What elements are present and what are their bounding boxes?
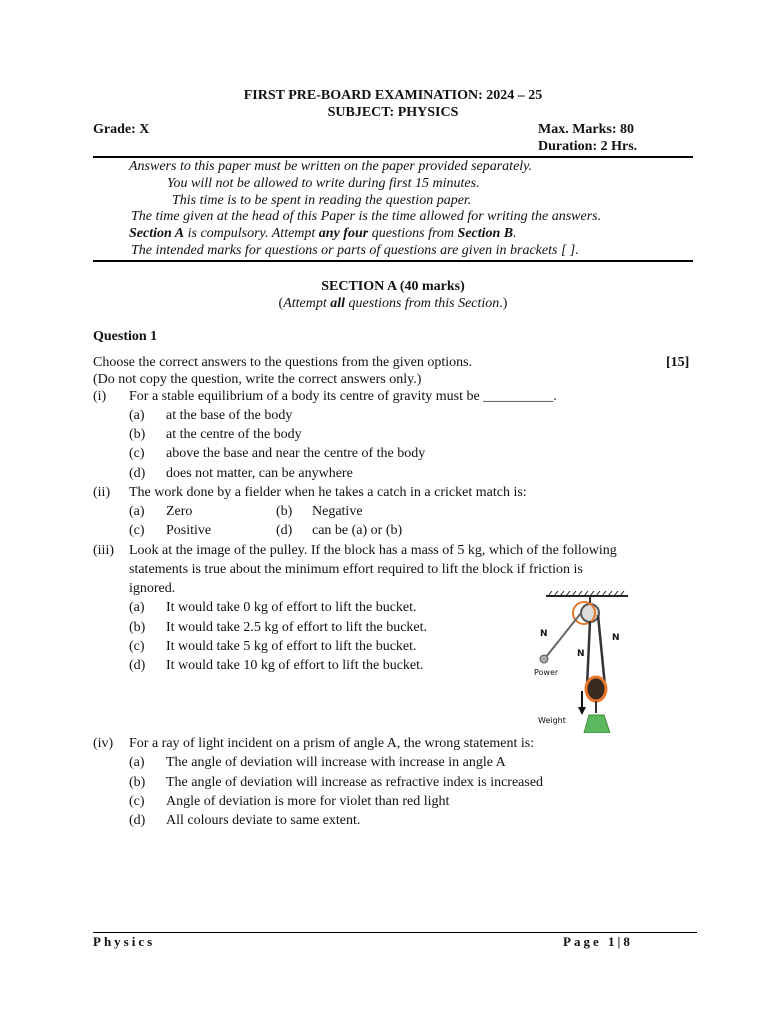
section-a-title: SECTION A (40 marks) — [321, 279, 465, 294]
option-label: (a) — [129, 755, 145, 770]
option-text: It would take 2.5 kg of effort to lift the bucket. — [166, 620, 428, 635]
option-text: It would take 5 kg of effort to lift the bucket. — [166, 639, 417, 654]
option-text: It would take 10 kg of effort to lift the bucket. — [166, 658, 424, 673]
subtitle-part: Attempt — [283, 296, 331, 311]
pulley-figure — [532, 591, 634, 733]
option-text: It would take 0 kg of effort to lift the bucket. — [166, 600, 417, 615]
option-label: (d) — [129, 658, 146, 673]
subq-text: The work done by a fielder when he takes a catch in a cricket match is: — [129, 485, 527, 500]
subq-number: (iv) — [93, 736, 114, 751]
power-label: Power — [534, 668, 559, 677]
section-a-ref: Section A — [129, 226, 185, 241]
option-text: Angle of deviation is more for violet than red light — [166, 794, 450, 809]
n-label-right: N — [612, 633, 620, 643]
section-a-subtitle — [0, 296, 768, 312]
any-four-ref: any four — [318, 226, 369, 241]
subq-text: Look at the image of the pulley. If the block has a mass of 5 kg, which of the following — [129, 543, 617, 558]
subtitle-all: all — [330, 296, 346, 311]
option-text: The angle of deviation will increase as refractive index is increased — [166, 775, 544, 790]
subq-number: (iii) — [93, 543, 114, 558]
n-label-left: N — [540, 629, 548, 639]
question-heading: Question 1 — [93, 329, 158, 344]
option-label: (d) — [129, 813, 146, 828]
top-pulley — [581, 604, 599, 622]
option-label: (d) — [129, 466, 146, 481]
option-label: (b) — [129, 620, 146, 635]
lower-pulley — [586, 677, 606, 701]
option-label: (a) — [129, 408, 145, 423]
weight-block — [584, 715, 610, 733]
exam-title: FIRST PRE-BOARD EXAMINATION: 2024 – 25 — [243, 88, 543, 103]
option-label: (b) — [129, 775, 146, 790]
option-label: (a) — [129, 504, 145, 519]
max-marks-label: Max. Marks: 80 — [538, 122, 635, 137]
option-text: Positive — [166, 523, 212, 538]
duration-label: Duration: 2 Hrs. — [538, 139, 638, 154]
grade-label: Grade: X — [93, 122, 150, 137]
instruction-5-part: questions from — [368, 226, 458, 241]
instruction-1: Answers to this paper must be written on the paper provided separately. — [129, 159, 533, 174]
arrow-head — [578, 707, 586, 715]
instruction-2: You will not be allowed to write during first 15 minutes. — [167, 176, 480, 191]
subq-number: (i) — [93, 389, 107, 404]
option-label: (b) — [129, 427, 146, 442]
instruction-5-part: . — [513, 226, 517, 241]
option-label: (c) — [129, 446, 145, 461]
paren: .) — [499, 296, 508, 311]
question-marks: [15] — [666, 355, 690, 370]
instruction-3: This time is to be spent in reading the question paper. — [172, 193, 472, 208]
subject-title: SUBJECT: PHYSICS — [327, 105, 459, 120]
option-text: Negative — [312, 504, 363, 519]
option-label: (a) — [129, 600, 145, 615]
option-label: (b) — [276, 504, 293, 519]
n-label-middle: N — [577, 649, 585, 659]
footer-page: Page 1|8 — [563, 934, 633, 949]
effort-rope — [546, 613, 581, 657]
footer-subject: Physics — [93, 934, 156, 949]
header-rule — [93, 156, 693, 158]
question-note: (Do not copy the question, write the correct answers only.) — [93, 372, 422, 387]
section-b-ref: Section B — [457, 226, 514, 241]
option-text: does not matter, can be anywhere — [166, 466, 353, 481]
option-text: above the base and near the centre of the body — [166, 446, 426, 461]
pulley-diagram — [532, 591, 634, 733]
rope-right — [598, 615, 605, 686]
subq-text: For a stable equilibrium of a body its centre of gravity must be __________. — [129, 389, 557, 404]
question-intro: Choose the correct answers to the questions from the given options. — [93, 355, 473, 370]
instruction-4: The time given at the head of this Paper is the time allowed for writing the answers. — [131, 209, 602, 224]
instruction-rule — [93, 260, 693, 262]
power-handle — [540, 655, 548, 663]
option-text: The angle of deviation will increase with increase in angle A — [166, 755, 506, 770]
rope-left — [587, 621, 590, 686]
subq-number: (ii) — [93, 485, 111, 500]
instruction-5-part: is compulsory. Attempt — [184, 226, 319, 241]
weight-label: Weight — [538, 716, 566, 725]
instruction-6: The intended marks for questions or parts of questions are given in brackets [ ]. — [131, 243, 579, 258]
subq-text: ignored. — [129, 581, 176, 596]
option-label: (d) — [276, 523, 293, 538]
option-text: at the centre of the body — [166, 427, 302, 442]
option-label: (c) — [129, 639, 145, 654]
option-label: (c) — [129, 794, 145, 809]
subtitle-part: questions from this Section — [345, 296, 500, 311]
instruction-5 — [129, 226, 517, 242]
option-text: Zero — [166, 504, 193, 519]
option-text: All colours deviate to same extent. — [166, 813, 361, 828]
footer-rule — [93, 932, 697, 933]
subq-text: statements is true about the minimum effort required to lift the block if friction is — [129, 562, 583, 577]
subq-text: For a ray of light incident on a prism of angle A, the wrong statement is: — [129, 736, 535, 751]
option-text: can be (a) or (b) — [312, 523, 403, 538]
option-text: at the base of the body — [166, 408, 293, 423]
option-label: (c) — [129, 523, 145, 538]
paren: ( — [278, 296, 284, 311]
